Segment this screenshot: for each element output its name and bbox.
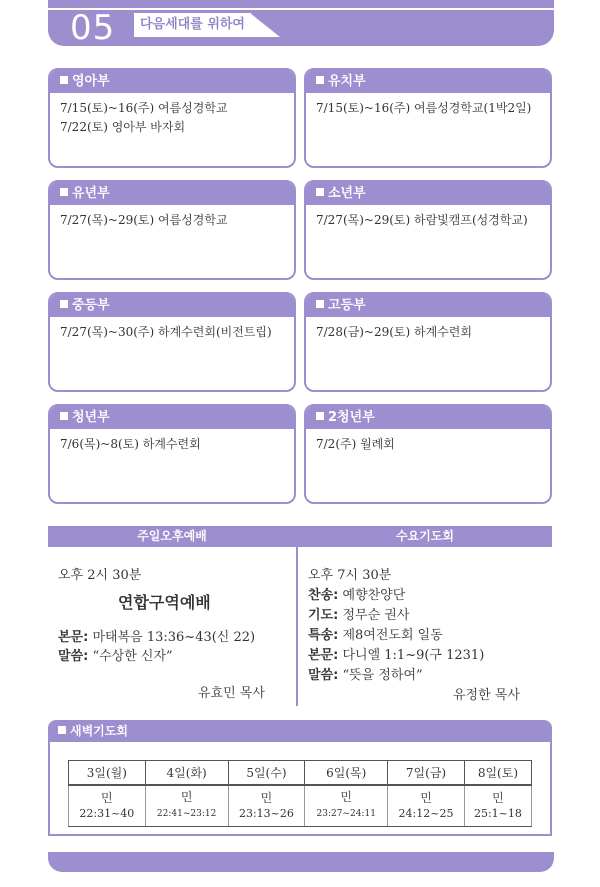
- card-yunyeon: [48, 180, 296, 280]
- card-header: [306, 294, 550, 317]
- passage: 24:12~25: [398, 806, 454, 820]
- passage: 22:41~23:12: [156, 809, 217, 820]
- wednesday-row: [308, 584, 405, 603]
- dawn-prayer-table: [68, 760, 532, 827]
- sunday-text: 마태복음 13:36~43(신 22): [92, 630, 256, 645]
- table-cell: [69, 785, 146, 827]
- book-name: 민: [180, 790, 193, 805]
- square-bullet-icon: [60, 76, 68, 84]
- section-number: 05: [70, 8, 116, 48]
- row-label: 말씀:: [308, 668, 339, 683]
- sermon-label: 말씀:: [58, 649, 89, 664]
- card-line: 7/28(금)~29(토) 하계수련회: [316, 325, 472, 339]
- wednesday-preacher: 유정한 목사: [453, 688, 520, 703]
- book-name: 민: [101, 790, 113, 805]
- card-line: 7/2(주) 월례회: [316, 437, 395, 451]
- wednesday-row: [308, 644, 484, 663]
- row-label: 기도:: [308, 608, 339, 623]
- sunday-text-line: [58, 626, 255, 645]
- table-row: [69, 785, 532, 827]
- card-header: [306, 70, 550, 93]
- card-header: [50, 70, 294, 93]
- column-divider: [296, 526, 298, 706]
- worship-section: [48, 526, 552, 706]
- wednesday-row: [308, 604, 409, 623]
- table-header-row: [69, 761, 532, 785]
- square-bullet-icon: [316, 412, 324, 420]
- card-header: [50, 294, 294, 317]
- card-title: 중등부: [72, 298, 110, 313]
- passage: 23:27~24:11: [316, 809, 376, 820]
- wednesday-row: [308, 624, 443, 643]
- day-header: 4일(화): [145, 761, 228, 785]
- card-header: [306, 406, 550, 429]
- card-title: 고등부: [328, 298, 366, 313]
- square-bullet-icon: [60, 188, 68, 196]
- table-cell: [305, 785, 388, 827]
- sunday-sermon-line: [58, 645, 173, 664]
- book-name: 민: [420, 790, 432, 805]
- wednesday-row: [308, 664, 423, 683]
- row-value: “뜻을 정하여”: [342, 668, 423, 683]
- square-bullet-icon: [58, 726, 66, 734]
- row-value: 예향찬양단: [342, 588, 406, 603]
- day-header: 8일(토): [464, 761, 531, 785]
- row-label: 본문:: [308, 648, 339, 663]
- table-cell: [228, 785, 305, 827]
- dawn-prayer-header: [48, 720, 552, 742]
- card-cheongnyeon: [48, 404, 296, 504]
- day-header: 3일(월): [69, 761, 146, 785]
- table-cell: [464, 785, 531, 827]
- card-line: 7/27(목)~30(주) 하계수련회(비전트립): [60, 325, 272, 339]
- sunday-time: 오후 2시 30분: [58, 568, 142, 583]
- square-bullet-icon: [60, 412, 68, 420]
- row-value: 정무순 권사: [342, 608, 410, 623]
- card-sonyeon: [304, 180, 552, 280]
- card-title: 유치부: [328, 74, 366, 89]
- row-value: 제8여전도회 일동: [342, 628, 443, 643]
- dawn-prayer-title: 새벽기도회: [70, 724, 128, 738]
- card-header: [306, 182, 550, 205]
- section-header-band: [48, 0, 554, 46]
- book-name: 민: [340, 790, 353, 805]
- passage: 25:1~18: [473, 806, 522, 820]
- row-label: 찬송:: [308, 588, 339, 603]
- sunday-service-name: 연합구역예배: [118, 593, 211, 612]
- table-cell: [388, 785, 465, 827]
- card-title: 청년부: [72, 410, 110, 425]
- day-header: 5일(수): [228, 761, 305, 785]
- square-bullet-icon: [316, 300, 324, 308]
- card-title: 소년부: [328, 186, 366, 201]
- sunday-preacher: 유효민 목사: [198, 686, 265, 701]
- card-yuchi: [304, 68, 552, 168]
- card-title: 영아부: [72, 74, 110, 89]
- wednesday-time: 오후 7시 30분: [308, 568, 392, 583]
- card-line: 7/15(토)~16(주) 여름성경학교(1박2일): [316, 101, 532, 115]
- square-bullet-icon: [316, 188, 324, 196]
- day-header: 7일(금): [388, 761, 465, 785]
- row-value: 다니엘 1:1~9(구 1231): [342, 648, 485, 663]
- footer-band: [48, 852, 554, 872]
- row-label: 특송:: [308, 628, 339, 643]
- card-cheongnyeon-2: [304, 404, 552, 504]
- table-cell: [145, 785, 228, 827]
- card-jungdeung: [48, 292, 296, 392]
- book-name: 민: [260, 790, 273, 805]
- header-divider: [48, 8, 554, 10]
- wednesday-service-title: 수요기도회: [298, 526, 552, 547]
- card-line: 7/27(목)~29(토) 여름성경학교: [60, 213, 228, 227]
- card-line: 7/27(목)~29(토) 하람빛캠프(성경학교): [316, 213, 528, 227]
- day-header: 6일(목): [305, 761, 388, 785]
- sunday-service-title: 주일오후예배: [48, 526, 296, 547]
- square-bullet-icon: [60, 300, 68, 308]
- card-godeung: [304, 292, 552, 392]
- card-line: 7/22(토) 영아부 바자회: [60, 120, 186, 134]
- passage: 23:13~26: [238, 806, 294, 820]
- sunday-sermon: “수상한 신자”: [92, 649, 173, 664]
- book-name: 민: [492, 790, 504, 805]
- card-line: 7/6(목)~8(토) 하계수련회: [60, 437, 201, 451]
- card-youngah: [48, 68, 296, 168]
- card-title: 유년부: [72, 186, 110, 201]
- square-bullet-icon: [316, 76, 324, 84]
- text-label: 본문:: [58, 630, 89, 645]
- card-title: 2청년부: [328, 410, 375, 425]
- passage: 22:31~40: [79, 806, 135, 820]
- card-line: 7/15(토)~16(주) 여름성경학교: [60, 101, 228, 115]
- card-header: [50, 406, 294, 429]
- section-title: 다음세대를 위하여: [134, 13, 251, 37]
- card-header: [50, 182, 294, 205]
